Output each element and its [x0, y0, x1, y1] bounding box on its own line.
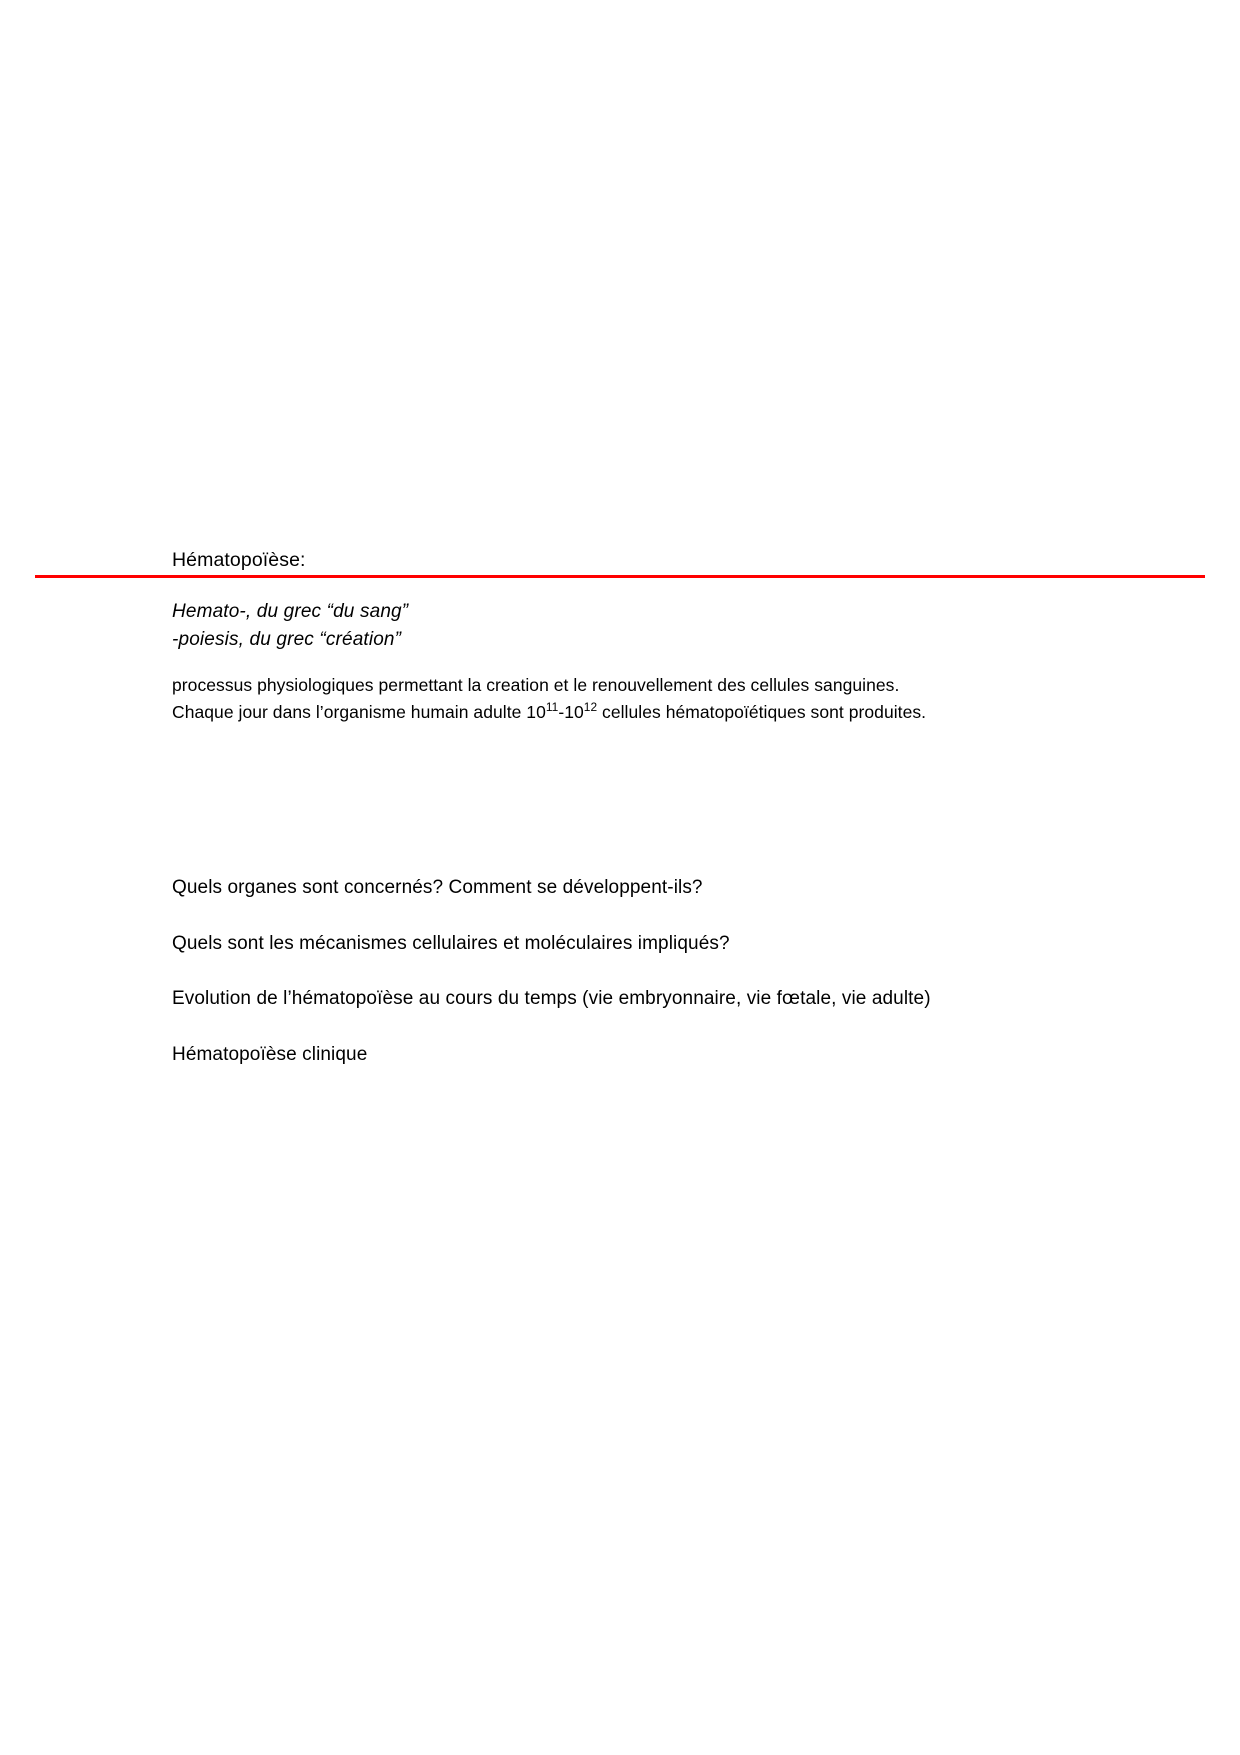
- question-item-organes: Quels organes sont concernés? Comment se développent-ils?: [172, 877, 703, 898]
- title-underline-rule: [35, 575, 1205, 578]
- question-item-evolution: Evolution de l’hématopoïèse au cours du temps (vie embryonnaire, vie fœtale, vie adulte): [172, 988, 931, 1010]
- definition-line-process: processus physiologiques permettant la creation et le renouvellement des cellules sanguines.: [172, 675, 900, 695]
- question-item-mecanismes: Quels sont les mécanismes cellulaires et moléculaires impliqués?: [172, 932, 730, 954]
- question-item-clinique: Hématopoïèse clinique: [172, 1044, 368, 1066]
- etymology-block: [172, 598, 1072, 654]
- definition-text-separator: -10: [558, 702, 584, 723]
- definition-block: [172, 672, 1192, 726]
- definition-text-prefix: Chaque jour dans l’organisme humain adulte 10: [172, 702, 546, 723]
- etymology-line-hemato: Hemato-, du grec “du sang”: [172, 601, 409, 622]
- definition-text-suffix: cellules hématopoïétiques sont produites.: [597, 702, 927, 723]
- exponent-twelve: 12: [583, 700, 598, 715]
- questions-list: [172, 876, 1202, 1068]
- etymology-line-poiesis: -poiesis, du grec “création”: [172, 629, 402, 651]
- page-title: Hématopoïèse:: [172, 549, 306, 571]
- exponent-eleven: 11: [545, 700, 559, 715]
- definition-line-daily-production: [172, 699, 1192, 726]
- title-block: [0, 548, 1240, 578]
